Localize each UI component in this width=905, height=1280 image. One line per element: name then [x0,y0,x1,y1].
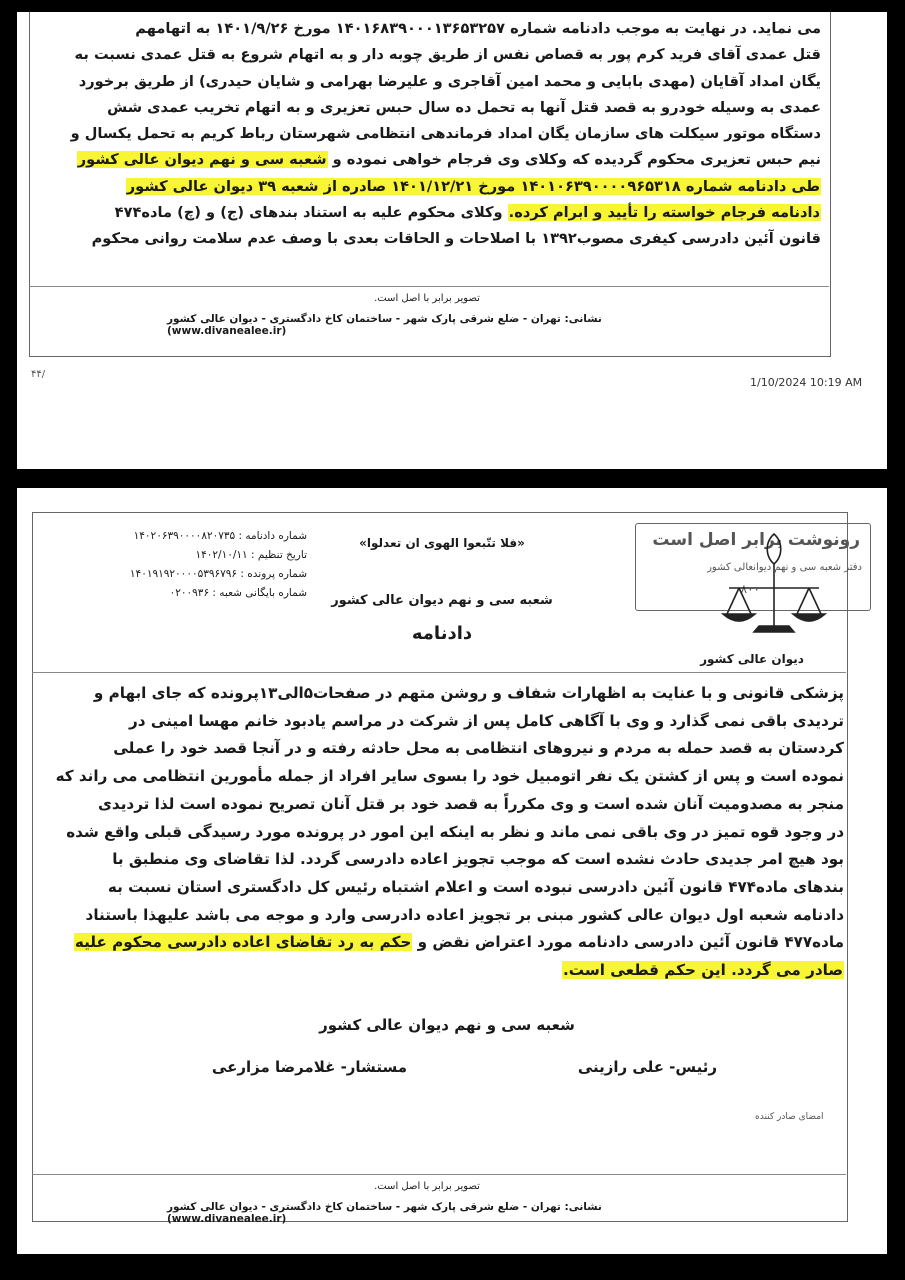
document-page-1 [17,12,887,469]
text-line: منجر به مصدومیت آنان شده است و وی مکرراً به قصد خود بر قتل آنان تصریح نموده است لذا تردیدی [98,794,844,813]
highlighted-text: شعبه سی و نهم دیوان عالی کشور [77,151,327,169]
highlighted-text: طی دادنامه شماره ۱۴۰۱۰۶۳۹۰۰۰۰۹۶۵۳۱۸ مورخ ۱۴۰۱/۱۲/۲۱ صادره از شعبه ۳۹ دیوان عالی کشور [126,177,820,195]
text-line: دادنامه فرجام خواسته را تأیید و ابرام کرده. وکلای محکوم علیه به استناد بندهای (ج) و (چ) ماده۴۷۴ [114,204,820,222]
archive-number: شماره بایگانی شعبه : ۰۲۰۰۹۳۶ [169,587,307,599]
body-paragraph [39,16,821,253]
text-line: در وجود قوه تمیز در وی باقی نمی ماند و نظر به اینکه این امور در پرونده مورد رسیدگی قبلی واقع شده [66,822,844,841]
highlighted-text: حکم به رد تقاضای اعاده دادرسی محکوم علیه [74,933,412,952]
signer-advisor: مستشار- غلامرضا مزارعی [211,1058,407,1076]
text-line: بندهای ماده۴۷۴ قانون آئین دادرسی نبوده است و اعلام اشتباه رئیس کل دادگستری استان نسبت به [107,877,844,896]
footer-url: (www.divanealee.ir) [167,1213,287,1225]
decision-metadata [77,527,307,603]
text-line: می نماید. در نهایت به موجب دادنامه شماره ۱۴۰۱۶۸۳۹۰۰۰۱۳۶۵۳۲۵۷ مورخ ۱۴۰۱/۹/۲۶ به اتهامهم [135,20,821,37]
footer-divider [32,1174,846,1175]
text-line [39,174,821,200]
case-number: شماره پرونده : ۱۴۰۱۹۱۹۲۰۰۰۰۵۳۹۶۷۹۶ [129,568,307,580]
body-paragraph [42,680,844,985]
quran-verse: «فلا تتّبعوا الهوی ان تعدلوا» [359,536,525,550]
footer-divider [29,286,829,287]
text-line: کردستان به قصد حمله به مردم و نیروهای انتظامی به محل حادثه رفته و در آنجا قصد خود را عملی [113,739,844,758]
copy-stamp: رونوشت برابر اصل است دفتر شعبه سی و نهم دیوانعالی کشور ۸۰۰ [635,523,871,611]
text-line: نموده است و پس از کشتن یک نفر اتومبیل خود را بسوی سایر افراد از جمله مأمورین انتظامی می راند که [55,767,844,786]
text-line: ماده۴۷۷ قانون آئین دادرسی دادنامه مورد اعتراض نقض و حکم به رد تقاضای اعاده دادرسی محکوم علیه [74,933,844,952]
copy-certification: تصویر برابر با اصل است. [374,1181,480,1192]
highlighted-text: صادر می گردد. این حکم قطعی است. [563,961,843,980]
text-line: عمدی به وسیله خودرو به قصد قتل آنها به تحمل ده سال حبس تعزیری و به اتهام تخریب عمدی شش [107,98,821,116]
text-line: دادنامه شعبه اول دیوان عالی کشور مبنی بر تجویز اعاده دادرسی وارد و موجه می باشد علیهذا باستناد [85,905,844,924]
text-line: قانون آئین دادرسی کیفری مصوب۱۳۹۲ با اصلاحات و الحاقات بعدی با وصف عدم سلامت روانی محکوم [91,230,821,248]
text-line: یگان امداد آقایان (مهدی بابایی و محمد امین آقاجری و علیرضا بهرامی و شایان حیدری) از طریق برخورد [78,72,821,90]
highlighted-text: دادنامه فرجام خواسته را تأیید و ابرام کرده. [508,204,820,222]
signature-branch: شعبه سی و نهم دیوان عالی کشور [319,1016,575,1034]
footer-address: نشانی: تهران - ضلع شرقی پارک شهر - ساختمان کاخ دادگستری - دیوان عالی کشور (www.divanealee.ir) [167,313,602,337]
footer-address: نشانی: تهران - ضلع شرقی پارک شهر - ساختمان کاخ دادگستری - دیوان عالی کشور (www.divanealee.ir) [167,1201,602,1225]
text-line: دستگاه موتور سیکلت های سازمان یگان امداد فرماندهی انتظامی شهرستان رباط کریم به تحمل یکسال و [70,125,821,143]
text-line: نیم حبس تعزیری محکوم گردیده که وکلای وی فرجام خواهی نموده و شعبه سی و نهم دیوان عالی کشور [77,151,821,169]
document-type: دادنامه [411,623,473,644]
emblem-caption: دیوان عالی کشور [700,652,804,666]
text-line: بود هیچ امر جدیدی حادث نشده است که موجب تجویز اعاده دادرسی گردد. لذا تقاضای وی منطبق با [112,850,844,869]
text-line [42,957,844,985]
document-page-2 [17,488,887,1254]
court-emblem-icon [709,528,839,646]
footer-url: (www.divanealee.ir) [167,325,287,337]
signer-chief: رئیس- علی رازینی [577,1058,717,1076]
issue-date: تاریخ تنظیم : ۱۴۰۲/۱۰/۱۱ [195,549,307,561]
text-line: تردیدی باقی نمی گذارد و وی با آگاهی کامل پس از شرکت در مراسم یادبود خانم مهسا امینی در [129,711,844,730]
copy-certification: تصویر برابر با اصل است. [374,293,480,304]
timestamp: 1/10/2024 10:19 AM [750,376,863,389]
header-divider [32,672,846,673]
decision-number: شماره دادنامه : ۱۴۰۲۰۶۳۹۰۰۰۰۸۲۰۷۳۵ [133,530,307,542]
signers-caption: امضای صادر کننده [755,1112,824,1122]
text-line: قتل عمدی آقای فرید کرم پور به قصاص نفس از طریق چوبه دار و به اتهام شروع به قتل عمدی نسبت به [74,46,821,64]
page-marker: ۴۴/ [31,369,46,380]
court-branch: شعبه سی و نهم دیوان عالی کشور [331,593,553,608]
text-line: پزشکی قانونی و با عنایت به اظهارات شفاف و روشن متهم در صفحات۵الی۱۳پرونده که جای ابهام و [93,684,844,702]
